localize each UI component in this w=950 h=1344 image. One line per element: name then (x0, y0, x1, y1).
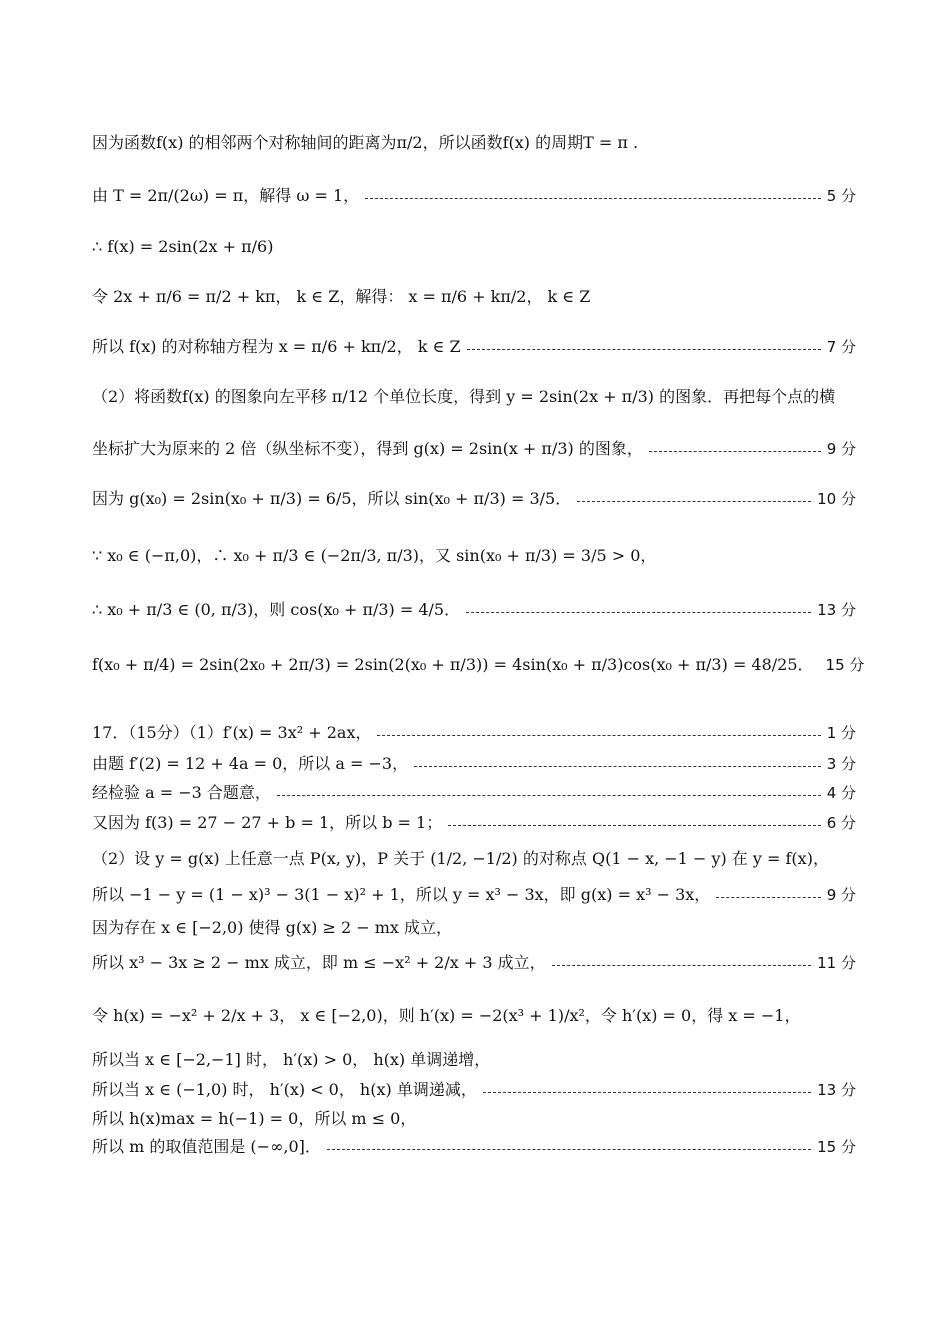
line-text: 所以 x³ − 3x ≥ 2 − mx 成立，即 m ≤ −x² + 2/x + 3 成立， (92, 953, 546, 972)
score-label: 11 分 (817, 954, 856, 972)
line-22 (92, 1079, 856, 1101)
line-text: 由题 f′(2) = 12 + 4a = 0，所以 a = −3， (92, 754, 409, 773)
score-label: 15 分 (817, 1138, 856, 1156)
line-11 (92, 654, 865, 676)
line-6 (92, 386, 856, 408)
line-18 (92, 917, 856, 939)
score-leader (716, 897, 820, 898)
score-label: 13 分 (817, 1081, 856, 1099)
score-leader (448, 825, 820, 826)
line-12 (92, 722, 856, 744)
line-9 (92, 545, 856, 567)
line-2 (92, 185, 856, 207)
score-label: 9 分 (826, 886, 856, 904)
line-text: 所以当 x ∈ (−1,0) 时， h′(x) < 0， h(x) 单调递减， (92, 1080, 477, 1099)
line-text: 所以 h(x)max = h(−1) = 0，所以 m ≤ 0， (92, 1109, 417, 1128)
line-text: 因为 g(x₀) = 2sin(x₀ + π/3) = 6/5，所以 sin(x₀ + π/3) = 3/5． (92, 489, 572, 508)
score-label: 4 分 (826, 784, 856, 802)
line-text: ∴ x₀ + π/3 ∈ (0, π/3)，则 cos(x₀ + π/3) = 4/5． (92, 600, 461, 619)
score-leader (277, 795, 821, 796)
score-leader (649, 451, 821, 452)
line-8 (92, 488, 856, 510)
line-text: 因为函数f(x) 的相邻两个对称轴间的距离为π/2，所以函数f(x) 的周期T = π . (92, 133, 639, 152)
score-leader (552, 965, 812, 966)
line-15 (92, 812, 856, 834)
score-label: 13 分 (817, 601, 856, 619)
line-text: 所以 −1 − y = (1 − x)³ − 3(1 − x)² + 1，所以 y = x³ − 3x，即 g(x) = x³ − 3x， (92, 885, 711, 904)
line-24 (92, 1136, 856, 1158)
line-10 (92, 599, 856, 621)
line-3 (92, 236, 856, 258)
line-text: f(x₀ + π/4) = 2sin(2x₀ + 2π/3) = 2sin(2(x₀ + π/3)) = 4sin(x₀ + π/3)cos(x₀ + π/3) = 48/25． (92, 655, 814, 674)
score-leader (467, 349, 821, 350)
score-leader (414, 766, 821, 767)
score-leader (377, 735, 820, 736)
line-5 (92, 336, 856, 358)
line-text: 令 2x + π/6 = π/2 + kπ， k ∈ Z，解得： x = π/6 + kπ/2， k ∈ Z (92, 287, 591, 306)
score-leader (466, 612, 811, 613)
line-text: 因为存在 x ∈ [−2,0) 使得 g(x) ≥ 2 − mx 成立， (92, 918, 453, 937)
score-leader (327, 1149, 811, 1150)
line-14 (92, 782, 856, 804)
line-4 (92, 286, 856, 308)
line-17 (92, 884, 856, 906)
line-20 (92, 1005, 856, 1027)
line-text: 所以 f(x) 的对称轴方程为 x = π/6 + kπ/2， k ∈ Z (92, 337, 461, 356)
line-23 (92, 1108, 856, 1130)
score-leader (483, 1092, 811, 1093)
score-label: 5 分 (826, 187, 856, 205)
line-text: 经检验 a = −3 合题意， (92, 783, 271, 802)
line-1 (92, 132, 856, 154)
score-label: 3 分 (826, 755, 856, 773)
line-text: ∴ f(x) = 2sin(2x + π/6) (92, 237, 274, 256)
score-label: 7 分 (826, 338, 856, 356)
line-text: （2）将函数f(x) 的图象向左平移 π/12 个单位长度，得到 y = 2sin(2x + π/3) 的图象．再把每个点的横 (92, 387, 836, 406)
line-text: ∵ x₀ ∈ (−π,0)，∴ x₀ + π/3 ∈ (−2π/3, π/3)，又 sin(x₀ + π/3) = 3/5 > 0， (92, 546, 657, 565)
line-text: 令 h(x) = −x² + 2/x + 3， x ∈ [−2,0)，则 h′(x) = −2(x³ + 1)/x²，令 h′(x) = 0，得 x = −1， (92, 1006, 801, 1025)
line-text: 又因为 f(3) = 27 − 27 + b = 1，所以 b = 1； (92, 813, 443, 832)
line-text: 由 T = 2π/(2ω) = π，解得 ω = 1， (92, 186, 360, 205)
line-text: 所以 m 的取值范围是 (−∞,0]． (92, 1137, 321, 1156)
line-text: 17．（15分）（1）f′(x) = 3x² + 2ax， (92, 723, 372, 742)
score-label: 6 分 (826, 814, 856, 832)
score-label: 15 分 (825, 656, 865, 674)
line-text: 坐标扩大为原来的 2 倍（纵坐标不变），得到 g(x) = 2sin(x + π/3) 的图象， (92, 439, 643, 458)
line-21 (92, 1049, 856, 1071)
score-leader (365, 198, 821, 199)
line-text: 所以当 x ∈ [−2,−1] 时， h′(x) > 0， h(x) 单调递增， (92, 1050, 491, 1069)
line-16 (92, 848, 856, 870)
line-19 (92, 952, 856, 974)
line-text: （2）设 y = g(x) 上任意一点 P(x, y)，P 关于 (1/2, −1/2) 的对称点 Q(1 − x, −1 − y) 在 y = f(x)， (92, 849, 829, 868)
score-label: 10 分 (817, 490, 856, 508)
line-7 (92, 438, 856, 460)
line-13 (92, 753, 856, 775)
score-leader (577, 501, 811, 502)
score-label: 9 分 (826, 440, 856, 458)
score-label: 1 分 (826, 724, 856, 742)
